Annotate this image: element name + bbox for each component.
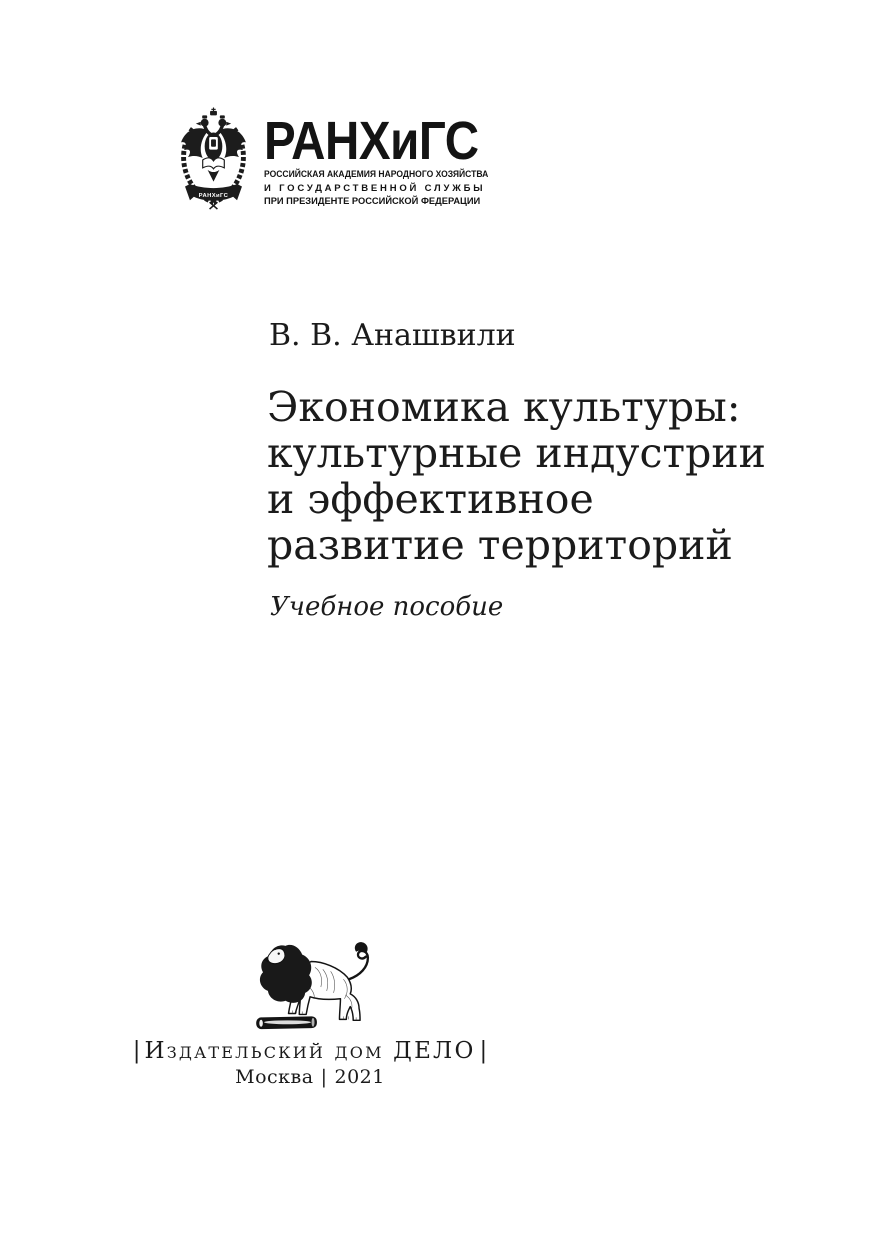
log: [256, 1016, 317, 1029]
book-title: [267, 384, 766, 568]
ranepa-acronym: РАНХиГС: [264, 111, 479, 171]
book-subtitle: Учебное пособие: [270, 592, 504, 622]
publisher-lion-icon: [250, 938, 378, 1036]
separator-bar: |: [479, 1038, 488, 1064]
ranepa-eagle-emblem-icon: [177, 107, 250, 213]
emblem-banner-text: РАНХиГС: [198, 192, 229, 199]
title-line-3: и эффективное: [267, 475, 594, 523]
university-name-line-2: И ГОСУДАРСТВЕННОЙ СЛУЖБЫ: [264, 182, 486, 194]
separator-bar: |: [320, 1066, 328, 1088]
title-line-2: культурные индустрии: [267, 429, 766, 477]
publisher-name-line: [60, 1038, 560, 1064]
ranepa-logo-text: [264, 111, 513, 209]
publisher-city: Москва: [235, 1066, 314, 1088]
title-line-4: развитие территорий: [267, 521, 733, 569]
title-line-1: Экономика культуры:: [267, 383, 741, 431]
publisher-city-year: [60, 1066, 560, 1088]
university-name-line-1: РОССИЙСКАЯ АКАДЕМИЯ НАРОДНОГО ХОЗЯЙСТВА: [264, 169, 489, 180]
publication-year: 2021: [334, 1066, 385, 1088]
university-name-line-3: ПРИ ПРЕЗИДЕНТЕ РОССИЙСКОЙ ФЕДЕРАЦИИ: [264, 196, 481, 207]
separator-bar: |: [132, 1038, 141, 1064]
publisher-name: Издательский дом ДЕЛО: [144, 1038, 476, 1064]
book-author: В. В. Анашвили: [269, 318, 516, 353]
